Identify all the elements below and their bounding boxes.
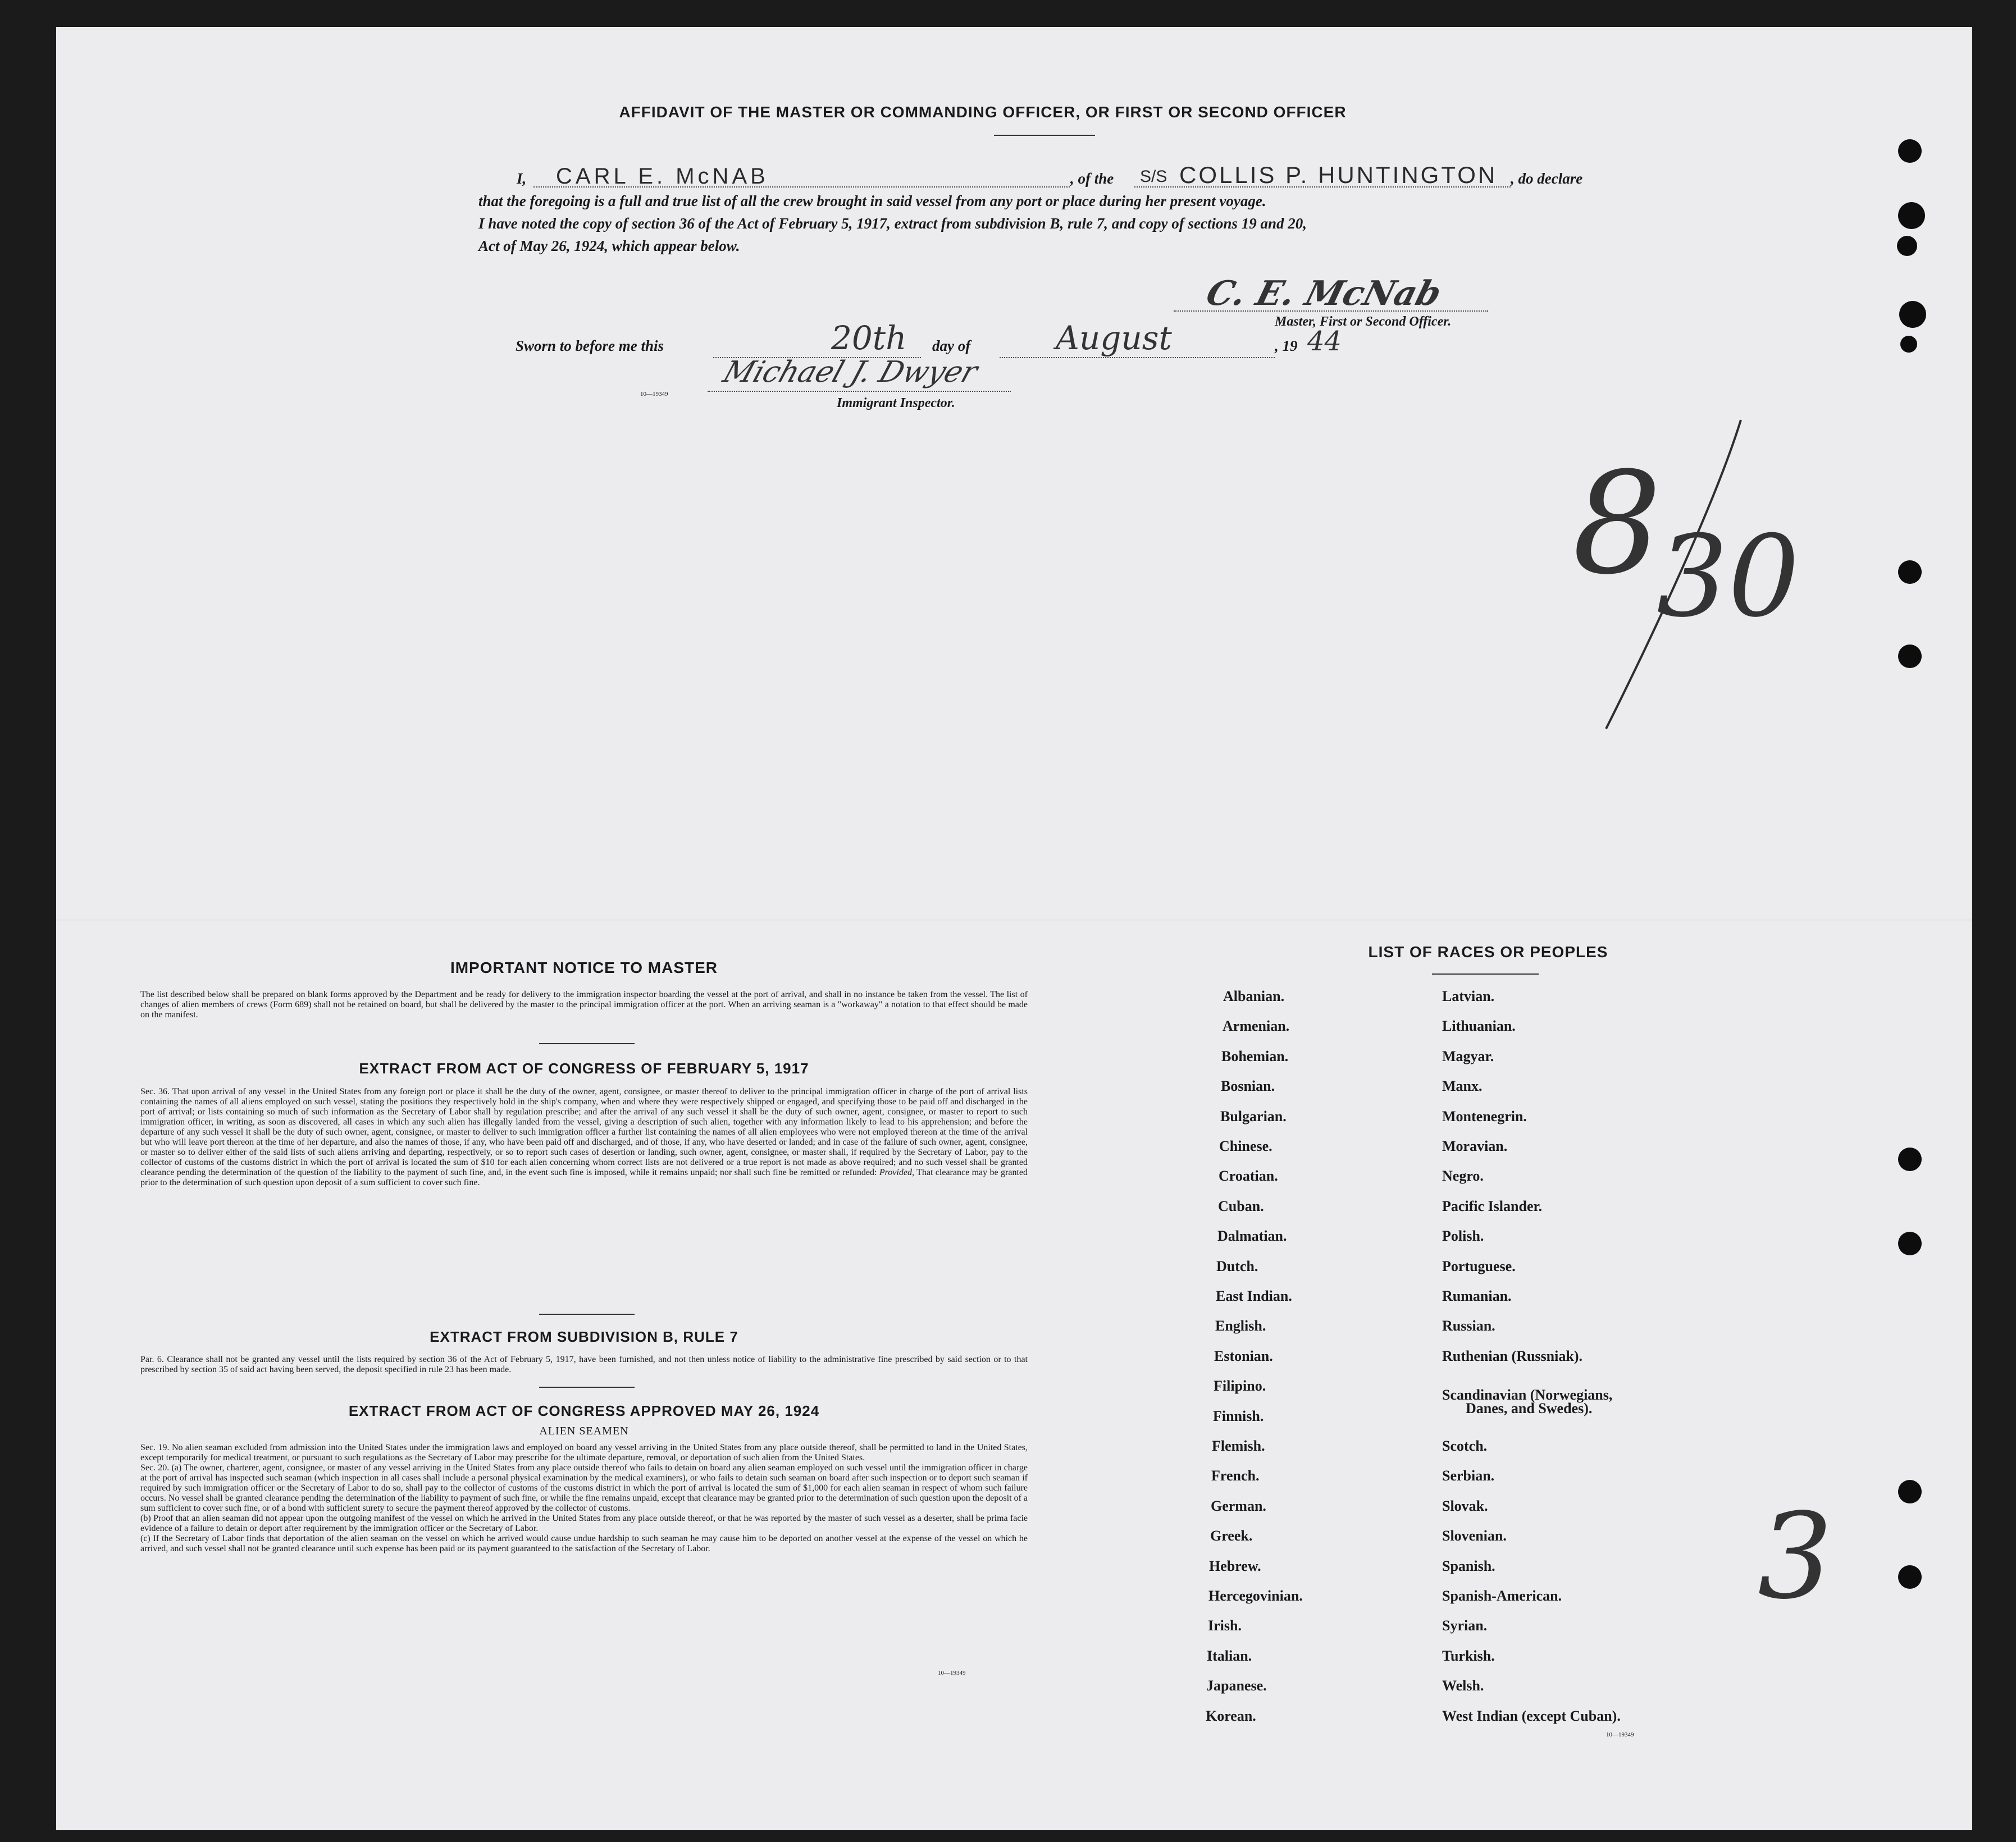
binder-hole [1900, 336, 1917, 353]
race-item: English. [1215, 1318, 1266, 1334]
extract-1917-text [140, 1087, 1028, 1188]
race-item: Russian. [1442, 1318, 1495, 1334]
race-item: French. [1211, 1468, 1260, 1484]
race-item: Manx. [1442, 1078, 1483, 1094]
master-signature: C. E. McNab [1202, 274, 1445, 313]
rule7-title: EXTRACT FROM SUBDIVISION B, RULE 7 [430, 1328, 738, 1345]
extract-1924-title: EXTRACT FROM ACT OF CONGRESS APPROVED MAY 26, 1924 [348, 1402, 820, 1419]
race-item: Hebrew. [1209, 1558, 1261, 1574]
year-prefix: , 19 [1275, 337, 1298, 354]
declare-label: , do declare [1511, 170, 1583, 187]
race-item: Scandinavian (Norwegians, [1442, 1387, 1613, 1403]
race-item: Greek. [1210, 1528, 1253, 1544]
month-value: August [1056, 319, 1172, 357]
race-item: Moravian. [1442, 1138, 1508, 1154]
fold-crease [56, 920, 1972, 921]
binder-hole [1898, 1232, 1922, 1255]
race-item: Slovak. [1442, 1498, 1488, 1514]
fraction-annotation-top: 8 [1572, 442, 1662, 605]
binder-hole [1898, 1565, 1922, 1589]
race-item: Finnish. [1213, 1408, 1264, 1424]
race-item: Polish. [1442, 1228, 1484, 1244]
alien-seamen-subtitle: ALIEN SEAMEN [539, 1425, 629, 1437]
race-item: Magyar. [1442, 1048, 1494, 1064]
of-the-label: , of the [1070, 170, 1114, 187]
document-page [56, 27, 1972, 1830]
race-item: Bulgarian. [1220, 1108, 1287, 1125]
extract-1917-title: EXTRACT FROM ACT OF CONGRESS OF FEBRUARY 5, 1917 [359, 1060, 809, 1077]
race-item: Latvian. [1442, 988, 1495, 1004]
race-item: Spanish. [1442, 1558, 1495, 1574]
binder-hole [1898, 139, 1922, 163]
section-rule [539, 1387, 635, 1388]
race-item: Italian. [1207, 1648, 1252, 1664]
race-item: Slovenian. [1442, 1528, 1507, 1544]
title-rule [994, 135, 1095, 136]
section-rule [539, 1314, 635, 1315]
page-number-annotation: 3 [1758, 1488, 1833, 1625]
day-label: day of [932, 337, 971, 354]
affidavit-i: I, [517, 170, 527, 187]
name-line [533, 186, 1070, 188]
race-item: Ruthenian (Russniak). [1442, 1348, 1582, 1364]
affidavit-line-3: I have noted the copy of section 36 of the Act of February 5, 1917, extract from subdivision B, rule 7, and copy of sections 19 and 20, [478, 215, 1307, 232]
race-item: East Indian. [1216, 1288, 1292, 1304]
form-number-bottom: 10—19349 [938, 1670, 966, 1676]
race-item: Welsh. [1442, 1678, 1484, 1694]
race-item: Syrian. [1442, 1617, 1488, 1634]
affidavit-title: AFFIDAVIT OF THE MASTER OR COMMANDING OFFICER, OR FIRST OR SECOND OFFICER [619, 103, 1347, 121]
vessel-line [1134, 186, 1511, 188]
vessel-prefix: S/S [1140, 167, 1167, 186]
extract-1924-text [140, 1443, 1028, 1554]
race-item: Korean. [1206, 1708, 1256, 1724]
race-item: Japanese. [1206, 1678, 1267, 1694]
affidavit-line-2: that the foregoing is a full and true list of all the crew brought in said vessel from any port or place during her present voyage. [478, 193, 1266, 209]
race-item: German. [1211, 1498, 1266, 1514]
races-title: LIST OF RACES OR PEOPLES [1368, 943, 1608, 961]
notice-title: IMPORTANT NOTICE TO MASTER [450, 959, 718, 976]
race-item: Pacific Islander. [1442, 1198, 1543, 1214]
sec20b-text: (b) Proof that an alien seaman did not appear upon the outgoing manifest of the vessel on which he arrived in the United States from any place outside thereof, or that he was reported by the master of such vessel as a deserter, shall be prima facie evidence of a failure to detain or deport after requirement by the immigration officer or the Secretary of Labor. [140, 1514, 1028, 1533]
race-item: Bohemian. [1221, 1048, 1289, 1064]
race-item: Estonian. [1214, 1348, 1273, 1364]
section-rule [539, 1043, 635, 1044]
race-item: Portuguese. [1442, 1258, 1516, 1274]
race-item: Montenegrin. [1442, 1108, 1527, 1125]
master-sig-label: Master, First or Second Officer. [1275, 314, 1452, 329]
binder-hole [1898, 202, 1925, 229]
rule7-text: Par. 6. Clearance shall not be granted any vessel until the lists required by section 36 of the Act of February 5, 1917, have been furnished, and not then unless notice of liability to the administrative fine prescribed by said section or to that prescribed by section 35 of said act having been served, the deposit specified in rule 23 has been made. [140, 1355, 1028, 1374]
race-item: Flemish. [1212, 1438, 1265, 1454]
affidavit-line-4: Act of May 26, 1924, which appear below. [478, 237, 740, 254]
fraction-annotation-bottom: 30 [1657, 511, 1800, 642]
race-item: Irish. [1208, 1617, 1242, 1634]
binder-hole [1898, 645, 1922, 668]
race-item: Chinese. [1219, 1138, 1272, 1154]
sworn-label: Sworn to before me this [516, 337, 664, 354]
binder-hole [1898, 1148, 1922, 1171]
binder-hole [1899, 301, 1926, 328]
sec19-text: Sec. 19. No alien seaman excluded from admission into the United States under the immigration laws and employed on board any vessel arriving in the United States from any place outside thereof, shall be permitted to land in the United States, except temporarily for medical treatment, or pursuant to such regulations as the Secretary of Labor may prescribe for the ultimate departure, removal, or deportation of such alien from the United States. [140, 1443, 1028, 1462]
day-value: 20th [831, 319, 907, 357]
notice-text: The list described below shall be prepared on blank forms approved by the Department and be ready for delivery to the immigration inspector boarding the vessel at the port of arrival, and shall in no instance be taken from the vessel. The list of changes of alien members of crews (Form 689) shall not be retained on board, but shall be delivered by the master to the principal immigration officer at the port. When an arriving seaman is a "workaway" a notation to that effect should be made on the manifest. [140, 990, 1028, 1020]
month-line [1000, 357, 1275, 358]
extract-1917-body-end: That clearance may be granted prior to the determination of such question upon deposit of a sum sufficient to cover such fine. [140, 1168, 1028, 1187]
extract-1917-body: Sec. 36. That upon arrival of any vessel in the United States from any foreign port or place it shall be the duty of the owner, agent, consignee, or master thereof to deliver to the principal immigration officer in charge of the port of arrival lists containing the names of all aliens employed on such vessel, stating the positions they respectively hold in the ship's company, when and where they were respectively shipped or engaged, and specifying those to be paid off and discharged in the port of arrival; or lists containing so much of such information as the Secretary of Labor shall by regulation prescribe; and after the arrival of any such vessel it shall be the duty of such owner, agent, consignee, or master to report to such immigration officer, in writing, as soon as discovered, all cases in which any such alien has illegally landed from the vessel, giving a description of such alien, together with any information likely to lead to his apprehension; and before the departure of any such vessel it shall be the duty of such owner, agent, consignee, or master to deliver to such immigration officer a further list containing the names of all alien employees who were not employed thereon at the time of the arrival but who will leave port thereon at the time of her departure, and also the names of those, if any, who have been paid off and discharged, and of those, if any, who have deserted or landed; and in case of the failure of such owner, agent, consignee, or master so to deliver either of the said lists of such aliens arriving and departing, respectively, or so to report such cases of desertion or landing, such owner, agent, consignee, or master shall, if required by the Secretary of Labor, pay to the collector of customs of the customs district in which the port of arrival is located the sum of $10 for each alien concerning whom correct lists are not delivered or a true report is not made as above required; and no such vessel shall be granted clearance pending the determination of the question of the liability to the payment of such fine, and, in the event such fine is imposed, while it remains unpaid; nor shall such fine be remitted or refunded: [140, 1087, 1028, 1177]
race-item: Dutch. [1216, 1258, 1258, 1274]
binder-hole [1898, 1480, 1922, 1503]
binder-hole [1898, 560, 1922, 584]
race-item: Filipino. [1214, 1378, 1266, 1394]
race-item: Bosnian. [1221, 1078, 1275, 1094]
race-item: Albanian. [1223, 988, 1285, 1004]
races-title-rule [1432, 973, 1539, 975]
provided-word: Provided, [879, 1168, 914, 1177]
race-item: Cuban. [1218, 1198, 1264, 1214]
form-number-races: 10—19349 [1606, 1731, 1634, 1738]
race-item: Dalmatian. [1217, 1228, 1287, 1244]
race-item: West Indian (except Cuban). [1442, 1708, 1621, 1724]
race-item: Spanish-American. [1442, 1588, 1562, 1604]
inspector-label: Immigrant Inspector. [837, 396, 955, 410]
inspector-signature: Michael J. Dwyer [719, 355, 982, 389]
race-item: Negro. [1442, 1168, 1484, 1184]
vessel-name: COLLIS P. HUNTINGTON [1179, 162, 1498, 188]
form-number-top: 10—19349 [640, 391, 668, 397]
binder-hole [1897, 236, 1917, 256]
master-name: CARL E. McNAB [556, 164, 769, 189]
race-item: Armenian. [1223, 1018, 1290, 1034]
race-item: Serbian. [1442, 1468, 1495, 1484]
sec20c-text: (c) If the Secretary of Labor finds that deportation of the alien seaman on the vessel on which he arrived would cause undue hardship to such seaman he may cause him to be deported on another vessel at the expense of the vessel on which he arrived, and such vessel shall not be granted clearance until such expense has been paid or its payment guaranteed to the satisfaction of the Secretary of Labor. [140, 1534, 1028, 1553]
race-item: Hercegovinian. [1208, 1588, 1303, 1604]
race-item: Danes, and Swedes). [1466, 1400, 1593, 1416]
race-item: Lithuanian. [1442, 1018, 1516, 1034]
year-value: 44 [1307, 326, 1342, 357]
sec20a-text: Sec. 20. (a) The owner, charterer, agent, consignee, or master of any vessel arriving in the United States from any place outside thereof who fails to detain on board any alien seaman employed on such vessel until the immigration officer in charge at the port of arrival has inspected such seaman (which inspection in all cases shall include a personal physical examination by the medical examiners), or who fails to detain such seaman on board after such inspection or to deport such seaman if required by such immigration officer or the Secretary of Labor to do so, shall pay to the collector of customs of the customs district in which the port of arrival is located the sum of $1,000 for each alien seaman in respect of whom such failure occurs. No vessel shall be granted clearance pending the determination of the liability to payment of such fine, or while the fine remains unpaid, except that clearance may be granted prior to the determination of such question upon the deposit of a sum sufficient to cover such fine, or of a bond with sufficient surety to secure the payment thereof approved by the collector of customs. [140, 1463, 1028, 1513]
race-item: Scotch. [1442, 1438, 1488, 1454]
race-item: Turkish. [1442, 1648, 1495, 1664]
race-item: Rumanian. [1442, 1288, 1512, 1304]
race-item: Croatian. [1219, 1168, 1278, 1184]
